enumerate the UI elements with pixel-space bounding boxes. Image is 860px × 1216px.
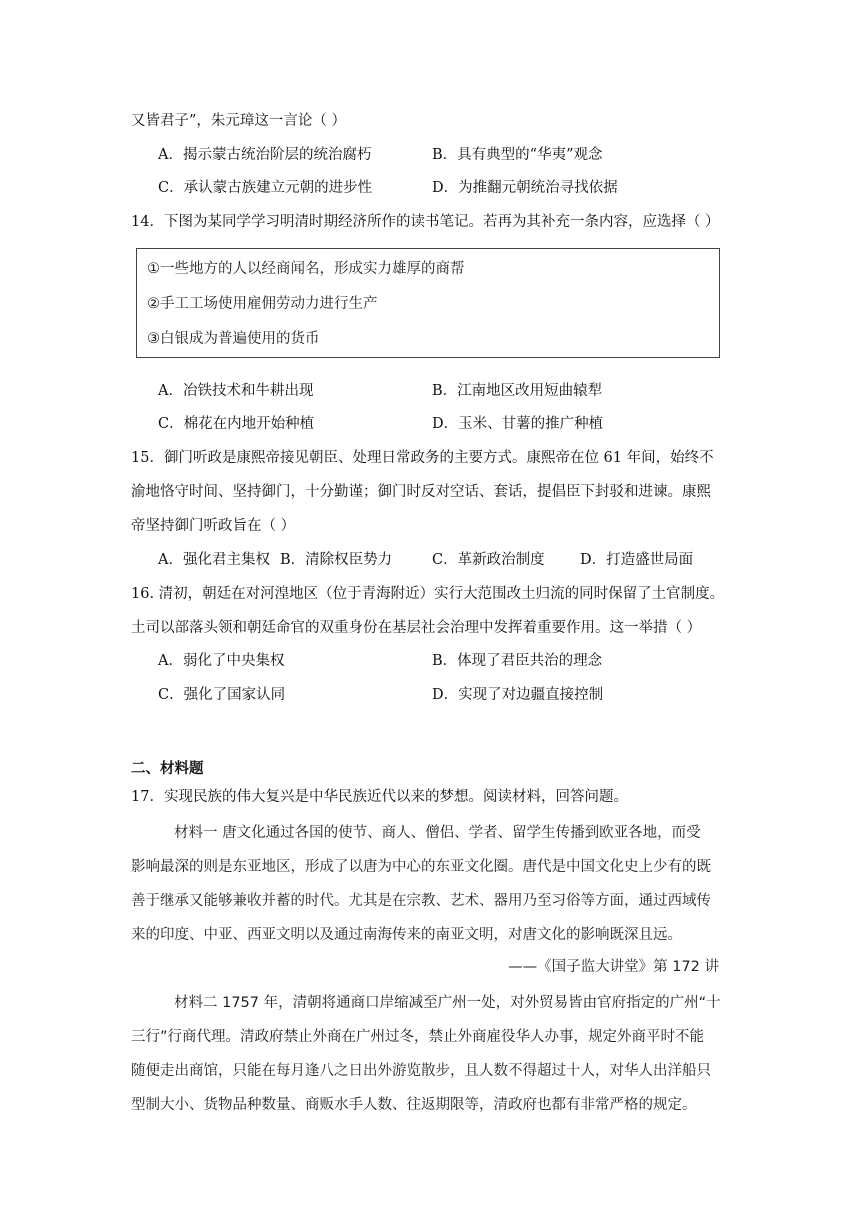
q16-option-d[interactable]: D．实现了对边疆直接控制 xyxy=(432,687,604,703)
q14-option-a[interactable]: A．冶铁技术和牛耕出现 xyxy=(158,383,314,399)
q16-option-c[interactable]: C．强化了国家认同 xyxy=(158,687,286,703)
note-item-1: ①一些地方的人以经商闻名，形成实力雄厚的商帮 xyxy=(147,261,465,277)
q13-stem-tail: 又皆君子”，朱元璋这一言论（ ） xyxy=(131,113,347,129)
material-2-line-3: 随便走出商馆，只能在每月逢八之日出外游览散步，且人数不得超过十人，对华人出洋船只 xyxy=(131,1063,711,1079)
material-1-line-4: 来的印度、中亚、西亚文明以及通过南海传来的南亚文明，对唐文化的影响既深且远。 xyxy=(131,927,682,943)
q13-option-d[interactable]: D．为推翻元朝统治寻找依据 xyxy=(432,180,618,196)
q16-stem-line-1: 16. 清初，朝廷在对河湟地区（位于青海附近）实行大范围改土归流的同时保留了土官制度。 xyxy=(131,586,725,602)
material-2-line-2: 三行”行商代理。清政府禁止外商在广州过冬，禁止外商雇役华人办事，规定外商平时不能 xyxy=(131,1029,705,1045)
q14-stem: 14．下图为某同学学习明清时期经济所作的读书笔记。若再为其补充一条内容，应选择（ ） xyxy=(131,214,720,230)
note-item-3: ③白银成为普遍使用的货币 xyxy=(147,331,320,347)
q16-option-a[interactable]: A．弱化了中央集权 xyxy=(158,653,285,669)
material-1-line-1: 材料一 唐文化通过各国的使节、商人、僧侣、学者、留学生传播到欧亚各地，而受 xyxy=(174,825,701,841)
material-2-line-1: 材料二 1757 年，清朝将通商口岸缩减至广州一处，对外贸易皆由官府指定的广州“十 xyxy=(174,995,721,1011)
q15-option-b[interactable]: B．清除权臣势力 xyxy=(280,552,393,568)
q15-option-d[interactable]: D．打造盛世局面 xyxy=(580,552,694,568)
q15-stem-line-3: 帝坚持御门听政旨在（ ） xyxy=(131,518,296,534)
q14-option-b[interactable]: B．江南地区改用短曲辕犁 xyxy=(432,383,603,399)
material-1-line-3: 善于继承又能够兼收并蓄的时代。尤其是在宗教、艺术、器用乃至习俗等方面，通过西域传 xyxy=(131,893,711,909)
q14-option-c[interactable]: C．棉花在内地开始种植 xyxy=(158,416,315,432)
q15-option-c[interactable]: C．革新政治制度 xyxy=(432,552,545,568)
material-2-line-4: 型制大小、货物品种数量、商贩水手人数、往返期限等，清政府也都有非常严格的规定。 xyxy=(131,1097,697,1113)
q15-stem-line-1: 15．御门听政是康熙帝接见朝臣、处理日常政务的主要方式。康熙帝在位 61 年间，始终不 xyxy=(131,450,714,466)
material-1-source: ——《国子监大讲堂》第 172 讲 xyxy=(508,959,719,975)
section-heading-materials: 二、材料题 xyxy=(131,761,204,777)
note-item-2: ②手工工场使用雇佣劳动力进行生产 xyxy=(147,296,378,312)
q16-stem-line-2: 土司以部落头领和朝廷命官的双重身份在基层社会治理中发挥着重要作用。这一举措（ ） xyxy=(131,620,702,636)
q15-option-a[interactable]: A．强化君主集权 xyxy=(158,552,270,568)
q13-option-c[interactable]: C．承认蒙古族建立元朝的进步性 xyxy=(158,180,373,196)
q15-stem-line-2: 渝地恪守时间、坚持御门，十分勤谨；御门时反对空话、套话，提倡臣下封驳和进谏。康熙 xyxy=(131,484,711,500)
reading-notes-box xyxy=(136,248,720,358)
q13-option-a[interactable]: A．揭示蒙古统治阶层的统治腐朽 xyxy=(158,147,372,163)
material-1-line-2: 影响最深的则是东亚地区，形成了以唐为中心的东亚文化圈。唐代是中国文化史上少有的既 xyxy=(131,859,711,875)
q17-stem: 17．实现民族的伟大复兴是中华民族近代以来的梦想。阅读材料，回答问题。 xyxy=(131,789,628,805)
q13-option-b[interactable]: B．具有典型的“华夷”观念 xyxy=(432,147,603,163)
q14-option-d[interactable]: D．玉米、甘薯的推广种植 xyxy=(432,416,604,432)
q16-option-b[interactable]: B．体现了君臣共治的理念 xyxy=(432,653,603,669)
